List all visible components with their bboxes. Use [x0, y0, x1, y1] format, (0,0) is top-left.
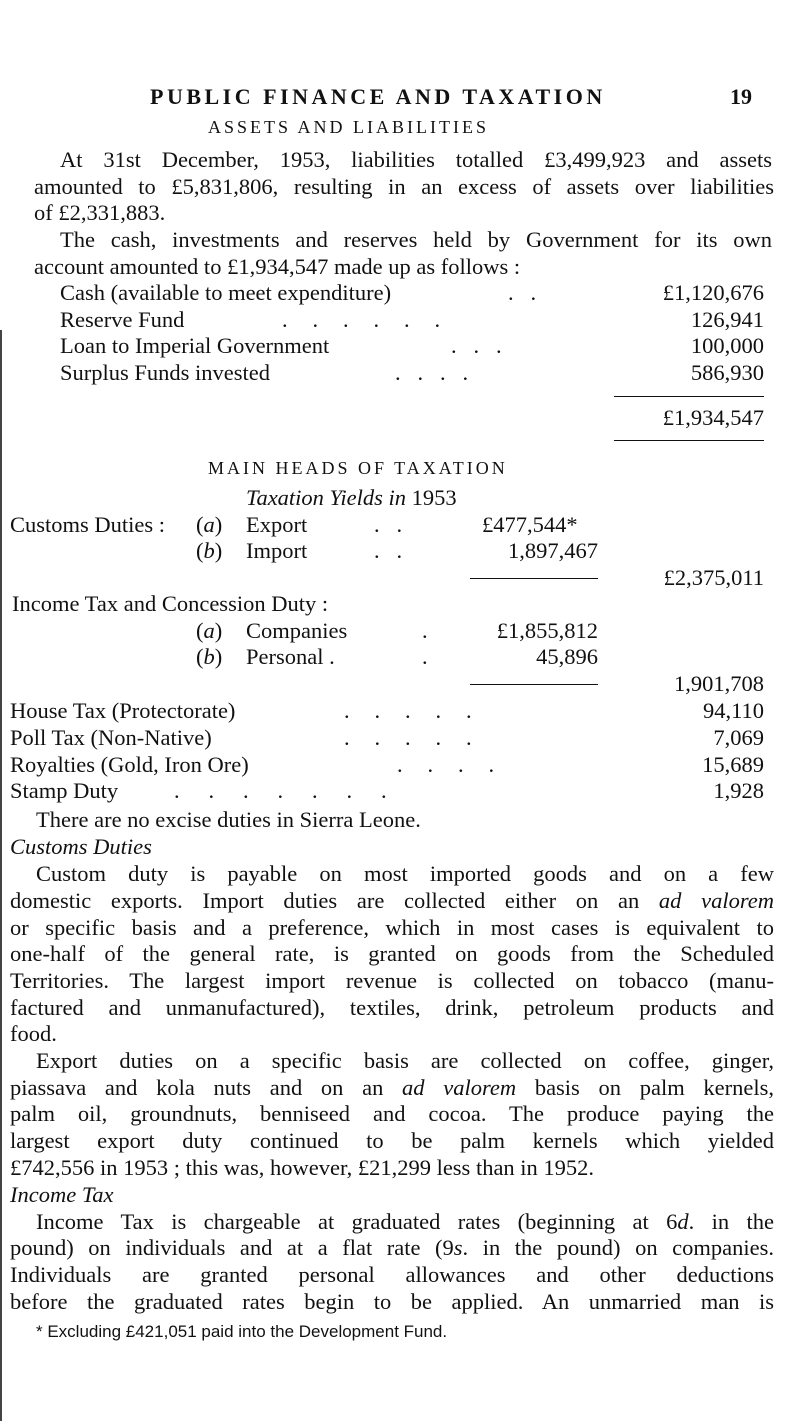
marker-letter: a [203, 512, 215, 537]
footnote: * Excluding £421,051 paid into the Development Fund. [36, 1322, 448, 1341]
text-line: largest export duty continued to be palm kernels which yielded [10, 1128, 774, 1153]
marker-letter: b [203, 538, 215, 563]
text-line: of £2,331,883. [34, 200, 166, 225]
income-label: Income Tax and Concession Duty : [12, 591, 329, 616]
customs-b-value: 1,897,467 [508, 538, 598, 563]
tax-item-value: 94,110 [702, 698, 764, 723]
leader-dots: . [422, 618, 428, 643]
tax-item-label: Royalties (Gold, Iron Ore) [10, 752, 249, 777]
tax-item-label: Poll Tax (Non-Native) [10, 725, 212, 750]
scan-edge-line [0, 330, 2, 1421]
subheading-in: in [388, 485, 407, 510]
leader-dots: . . . . [397, 752, 497, 777]
text-line: amounted to £5,831,806, resulting in an excess of assets over liabilities [34, 174, 774, 199]
marker-letter: b [203, 644, 215, 669]
asset-item-label: Reserve Fund [60, 307, 185, 332]
text-line: account amounted to £1,934,547 made up as follows : [34, 254, 521, 279]
text-line: domestic exports. Import duties are collected either on an ad valorem [10, 888, 774, 913]
running-header-title: PUBLIC FINANCE AND TAXATION [150, 84, 606, 109]
tax-item-value: 1,928 [713, 778, 764, 803]
text-line: Income Tax is chargeable at graduated rates (beginning at 6d. in the [36, 1209, 774, 1234]
asset-item-label: Cash (available to meet expenditure) [60, 280, 392, 305]
page-number: 19 [730, 84, 752, 109]
customs-label: Customs Duties : [10, 512, 166, 537]
total-rule-bottom [614, 440, 764, 441]
leader-dots: . [422, 644, 428, 669]
asset-item-value: 126,941 [690, 307, 764, 332]
leader-dots: . . [374, 538, 403, 563]
subheading-year: 1953 [411, 485, 457, 510]
income-tax-heading: Income Tax [10, 1182, 114, 1207]
customs-b-label: Import [246, 538, 308, 563]
leader-dots: . . . . . [344, 698, 474, 723]
text-line: Custom duty is payable on most imported goods and on a few [36, 861, 774, 886]
subtotal-rule [470, 578, 598, 579]
tax-item-label: House Tax (Protectorate) [10, 698, 236, 723]
income-b-value: 45,896 [536, 644, 598, 669]
text-line: Individuals are granted personal allowances and other deductions [10, 1262, 774, 1287]
text-line: pound) on individuals and at a flat rate (9s. in the pound) on companies. [10, 1235, 774, 1260]
subheading-italic: Taxation Yields [246, 485, 383, 510]
subtotal-rule [470, 684, 598, 685]
leader-dots: . . [374, 512, 403, 537]
leader-dots: . . . . . [344, 725, 474, 750]
leader-dots: . . [508, 280, 537, 305]
leader-dots: . . . . [395, 360, 469, 385]
text-line: The cash, investments and reserves held by Government for its own [60, 227, 772, 252]
text-line: before the graduated rates begin to be applied. An unmarried man is [10, 1289, 774, 1314]
asset-item-label: Loan to Imperial Government [60, 333, 330, 358]
customs-total: £2,375,011 [663, 565, 764, 590]
customs-a-label: Export [246, 512, 308, 537]
text-line: At 31st December, 1953, liabilities totalled £3,499,923 and assets [60, 147, 772, 172]
text-line: food. [10, 1021, 57, 1046]
income-a-marker: (a) [196, 618, 223, 643]
leader-dots: . . . . . . . [174, 778, 390, 803]
income-total: 1,901,708 [674, 671, 764, 696]
section-heading-assets: ASSETS AND LIABILITIES [208, 117, 489, 137]
text-line: palm oil, groundnuts, benniseed and cocoa. The produce paying the [10, 1101, 774, 1126]
excise-note: There are no excise duties in Sierra Leone. [36, 807, 421, 832]
customs-b-marker: (b) [196, 538, 223, 563]
leader-dots: . . . . . . [282, 307, 443, 332]
asset-item-value: £1,120,676 [662, 280, 764, 305]
tax-item-label: Stamp Duty [10, 778, 119, 803]
text-line: or specific basis and a preference, which in most cases is equivalent to [10, 915, 774, 940]
income-b-label: Personal . [246, 644, 335, 669]
marker-letter: a [203, 618, 215, 643]
leader-dots: . . . [451, 333, 502, 358]
text-line: piassava and kola nuts and on an ad valorem basis on palm kernels, [10, 1075, 774, 1100]
tax-item-value: 15,689 [702, 752, 764, 777]
text-line: Territories. The largest import revenue is collected on tobacco (manu- [10, 968, 774, 993]
tax-item-value: 7,069 [713, 725, 764, 750]
assets-total: £1,934,547 [662, 405, 764, 430]
total-rule-top [614, 396, 764, 397]
taxation-subheading [246, 484, 457, 511]
section-heading-taxation: MAIN HEADS OF TAXATION [208, 458, 508, 478]
text-line: factured and unmanufactured), textiles, drink, petroleum products and [10, 995, 774, 1020]
customs-a-marker: (a) [196, 512, 223, 537]
customs-a-value: £477,544* [482, 512, 578, 537]
income-a-value: £1,855,812 [496, 618, 598, 643]
asset-item-label: Surplus Funds invested [60, 360, 271, 385]
income-a-label: Companies [246, 618, 348, 643]
asset-item-value: 586,930 [690, 360, 764, 385]
text-line: £742,556 in 1953 ; this was, however, £21,299 less than in 1952. [10, 1155, 595, 1180]
asset-item-value: 100,000 [690, 333, 764, 358]
text-line: Export duties on a specific basis are collected on coffee, ginger, [36, 1048, 774, 1073]
income-b-marker: (b) [196, 644, 223, 669]
customs-duties-heading: Customs Duties [10, 834, 152, 859]
text-line: one-half of the general rate, is granted on goods from the Scheduled [10, 941, 774, 966]
